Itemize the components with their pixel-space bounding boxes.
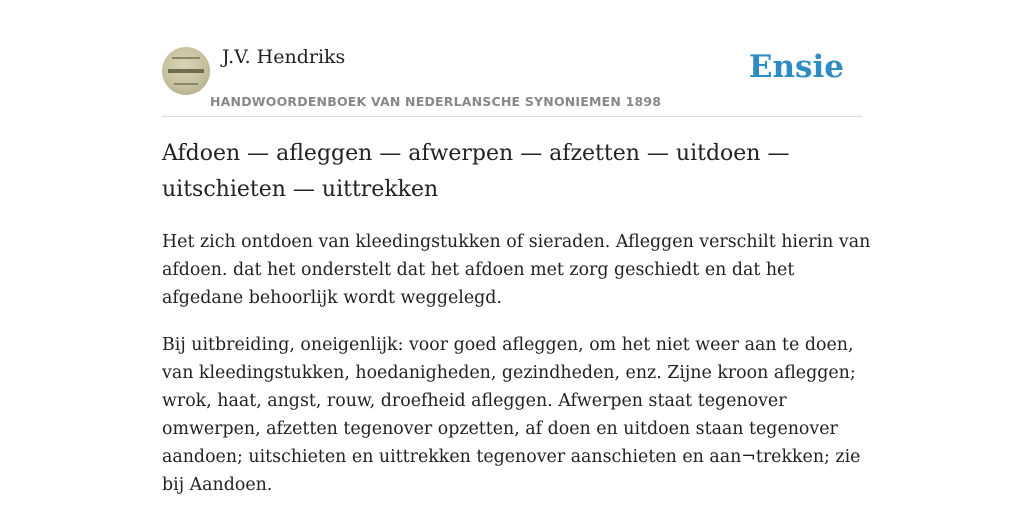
entry-header [162,44,862,117]
entry-body [162,228,874,512]
brand-logo[interactable]: Ensie [748,49,844,85]
entry-title: Afdoen — afleggen — afwerpen — afzetten — uitdoen — uitschieten — uittrekken [162,141,790,202]
book-cover-avatar[interactable] [162,47,210,95]
entry-paragraph: Bij uitbreiding, oneigenlijk: voor goed afleggen, om het niet weer aan te doen, van kleedingstukken, hoedanigheden, gezindheden, enz. Zijne kroon afleggen; wrok, haat, angst, rouw, droefheid afleggen. Afwerpen staat tegenover omwerpen, afzetten tegenover opzetten, af doen en uitdoen staan tegenover aandoen; uitschieten en uittrekken tegenover aanschieten en aan¬trekken; zie bij Aandoen. [162,335,861,495]
cover-line [172,57,200,59]
cover-title-band [168,69,204,73]
cover-line [174,83,198,85]
source-title[interactable]: HANDWOORDENBOEK VAN NEDERLANSCHE SYNONIEMEN 1898 [210,94,662,109]
entry-paragraph: Het zich ontdoen van kleedingstukken of sieraden. Afleggen verschilt hierin van afdoen. dat het onderstelt dat het afdoen met zorg geschiedt en dat het afgedane behoorlijk wordt weggelegd. [162,232,871,308]
author-name[interactable]: J.V. Hendriks [222,46,346,68]
